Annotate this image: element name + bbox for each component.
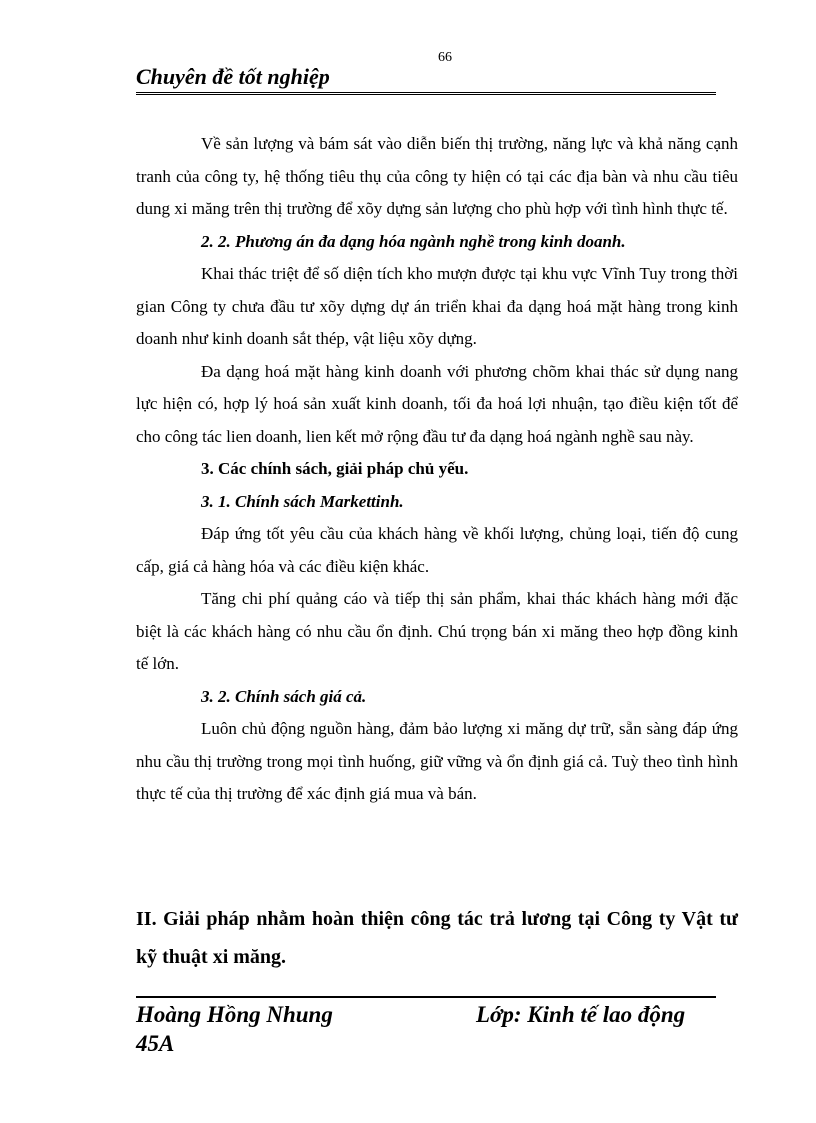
- paragraph-production-volume: Về sản lượng và bám sát vào diễn biến thị trường, năng lực và khả năng cạnh tranh của công ty, hệ thống tiêu thụ của công ty hiện có tại các địa bàn và nhu cầu tiêu dung xi măng trên thị trường để xõy dựng sản lượng cho phù hợp với tình hình thực tế.: [136, 134, 738, 218]
- footer-class-number: 45A: [136, 1031, 175, 1056]
- paragraph-pricing: Luôn chủ động nguồn hàng, đảm bảo lượng xi măng dự trữ, sẵn sàng đáp ứng nhu cầu thị trường trong mọi tình huống, giữ vững và ổn định giá cả. Tuỳ theo tình hình thực tế của thị trường để xác định giá mua và bán.: [136, 719, 738, 803]
- heading-3-1: 3. 1. Chính sách Markettinh.: [201, 491, 404, 511]
- footer-rule: [136, 996, 716, 998]
- heading-3-2: 3. 2. Chính sách giá cả.: [201, 686, 367, 706]
- paragraph-advertising: Tăng chi phí quảng cáo và tiếp thị sản phẩm, khai thác khách hàng mới đặc biệt là các khách hàng có nhu cầu ổn định. Chú trọng bán xi măng theo hợp đồng kinh tế lớn.: [136, 589, 738, 673]
- header-title: Chuyên đề tốt nghiệp: [136, 64, 330, 89]
- paragraph-diversification: Đa dạng hoá mặt hàng kinh doanh với phương chõm khai thác sử dụng nang lực hiện có, hợp lý hoá sản xuất kinh doanh, tối đa hoá lợi nhuận, tạo điều kiện tốt để cho công tác lien doanh, lien kết mở rộng đầu tư đa dạng hoá ngành nghề sau này.: [136, 361, 738, 446]
- page-number: 66: [438, 50, 452, 65]
- paragraph-customer-needs: Đáp ứng tốt yêu cầu của khách hàng về khối lượng, chủng loại, tiến độ cung cấp, giá cả hàng hóa và các điều kiện khác.: [136, 524, 738, 576]
- paragraph-warehouse: Khai thác triệt để số diện tích kho mượn được tại khu vực Vĩnh Tuy trong thời gian Công ty chưa đầu tư xõy dựng dự án triển khai đa dạng hoá mặt hàng trong kinh doanh như kinh doanh sắt thép, vật liệu xõy dựng.: [136, 264, 738, 348]
- heading-2-2: 2. 2. Phương án đa dạng hóa ngành nghề trong kinh doanh.: [201, 231, 626, 251]
- document-body: [136, 128, 738, 811]
- heading-3: 3. Các chính sách, giải pháp chủ yếu.: [201, 459, 469, 478]
- header-rule: [136, 92, 716, 95]
- footer-author: Hoàng Hồng Nhung: [136, 1002, 333, 1027]
- footer-class: Lớp: Kinh tế lao động: [476, 1002, 686, 1027]
- section-title: II. Giải pháp nhằm hoàn thiện công tác trả lương tại Công ty Vật tư kỹ thuật xi măng.: [136, 908, 738, 968]
